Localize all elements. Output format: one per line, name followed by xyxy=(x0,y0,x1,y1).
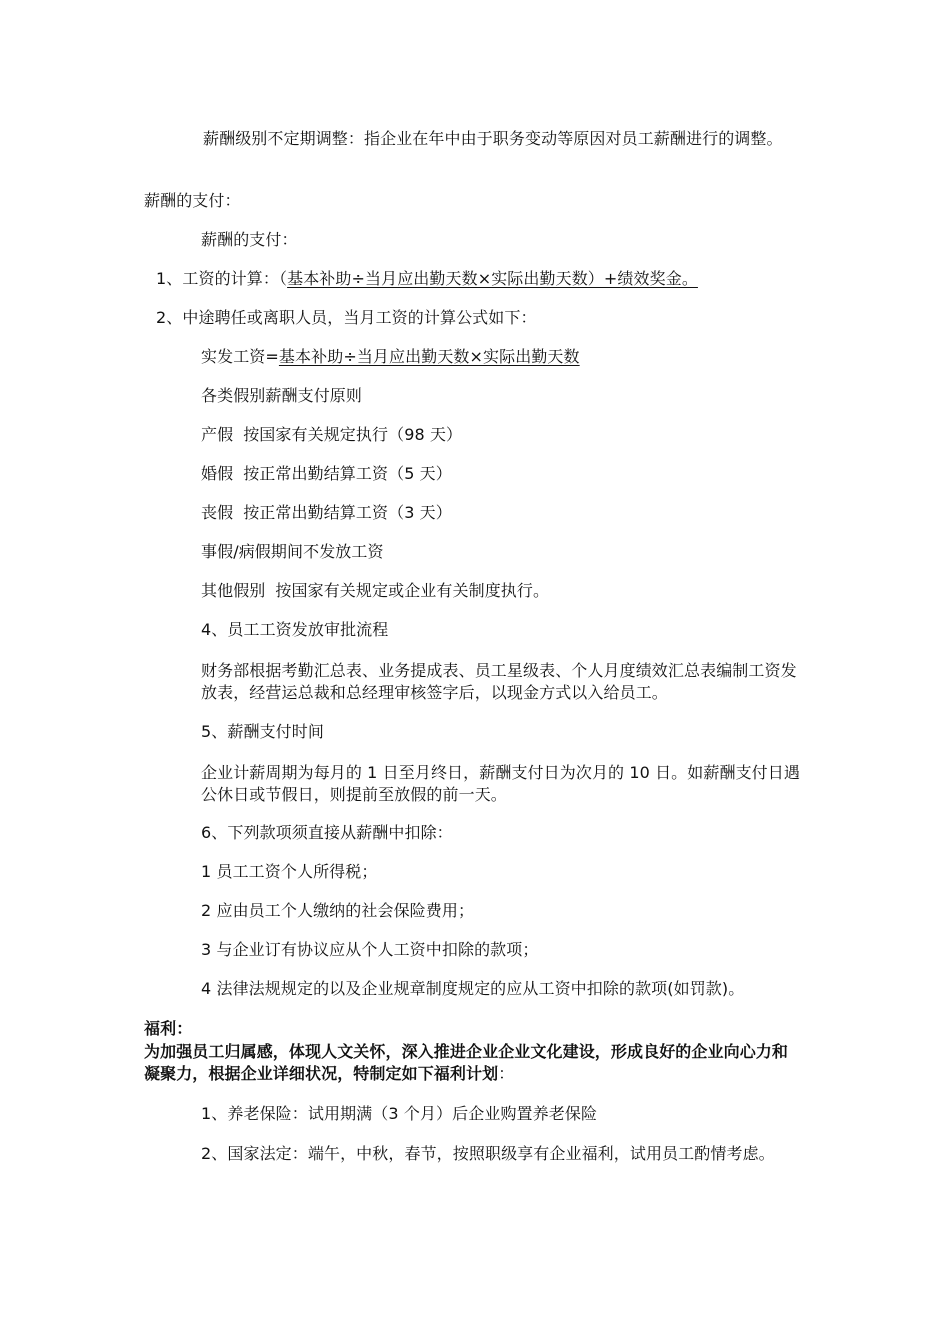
welfare-heading: 福利： xyxy=(144,1019,193,1038)
other-leave-line xyxy=(201,580,549,602)
salary-adjust-paragraph: 薪酬级别不定期调整：指企业在年中由于职务变动等原因对员工薪酬进行的调整。 xyxy=(203,129,783,148)
other-label: 其他假别 xyxy=(201,581,266,600)
welfare-intro-paragraph xyxy=(144,1041,804,1085)
maternity-label: 产假 xyxy=(201,425,234,444)
deduction-item-2: 2 应由员工个人缴纳的社会保险费用； xyxy=(201,901,475,920)
maternity-rule: 按国家有关规定执行（98 天） xyxy=(243,425,463,444)
item5-heading: 5、薪酬支付时间 xyxy=(201,722,324,741)
actual-pay-formula: 基本补助÷当月应出勤天数×实际出勤天数 xyxy=(278,347,580,366)
funeral-rule: 按正常出勤结算工资（3 天） xyxy=(243,503,452,522)
welfare-intro-colon: ： xyxy=(498,1064,515,1083)
actual-pay-line xyxy=(201,346,580,368)
welfare-item-1: 1、养老保险：试用期满（3 个月）后企业购置养老保险 xyxy=(201,1104,598,1123)
deduction-item-3: 3 与企业订有协议应从个人工资中扣除的款项； xyxy=(201,940,539,959)
maternity-leave-line xyxy=(201,424,462,446)
item6-heading: 6、下列款项须直接从薪酬中扣除： xyxy=(201,823,453,842)
marriage-rule: 按正常出勤结算工资（5 天） xyxy=(243,464,452,483)
item4-paragraph: 财务部根据考勤汇总表、业务提成表、员工星级表、个人月度绩效汇总表编制工资发放表，经营运总裁和总经理审核签字后，以现金方式以入给员工。 xyxy=(201,661,797,702)
deduction-item-4: 4 法律法规规定的以及企业规章制度规定的应从工资中扣除的款项(如罚款)。 xyxy=(201,979,745,998)
funeral-label: 丧假 xyxy=(201,503,234,522)
welfare-item-2: 2、国家法定：端午，中秋，春节，按照职级享有企业福利，试用员工酌情考虑。 xyxy=(201,1144,775,1163)
item4-heading: 4、员工工资发放审批流程 xyxy=(201,620,389,639)
item1-formula: 基本补助÷当月应出勤天数×实际出勤天数）+绩效奖金。 xyxy=(287,269,698,288)
pay-heading-left: 薪酬的支付： xyxy=(144,191,241,210)
item1-prefix: 1、工资的计算：（ xyxy=(156,269,288,288)
deduction-item-1: 1 员工工资个人所得税； xyxy=(201,862,378,881)
actual-pay-prefix: 实发工资= xyxy=(201,347,279,366)
welfare-intro-text: 为加强员工归属感，体现人文关怀，深入推进企业企业文化建设，形成良好的企业向心力和凝聚力，根据企业详细状况，特制定如下福利计划 xyxy=(144,1042,789,1083)
funeral-leave-line xyxy=(201,502,452,524)
leave-principle-heading: 各类假别薪酬支付原则 xyxy=(201,386,363,405)
marriage-leave-line xyxy=(201,463,452,485)
marriage-label: 婚假 xyxy=(201,464,234,483)
item5-paragraph: 企业计薪周期为每月的 1 日至月终日，薪酬支付日为次月的 10 日。如薪酬支付日遇公休日或节假日，则提前至放假的前一天。 xyxy=(201,763,800,804)
personal-sick-leave-line: 事假/病假期间不发放工资 xyxy=(201,542,384,561)
pay-heading-indent: 薪酬的支付： xyxy=(201,230,298,249)
other-rule: 按国家有关规定或企业有关制度执行。 xyxy=(275,581,550,600)
item2-midterm: 2、中途聘任或离职人员，当月工资的计算公式如下： xyxy=(156,308,537,327)
item1-salary-calc xyxy=(156,268,698,290)
